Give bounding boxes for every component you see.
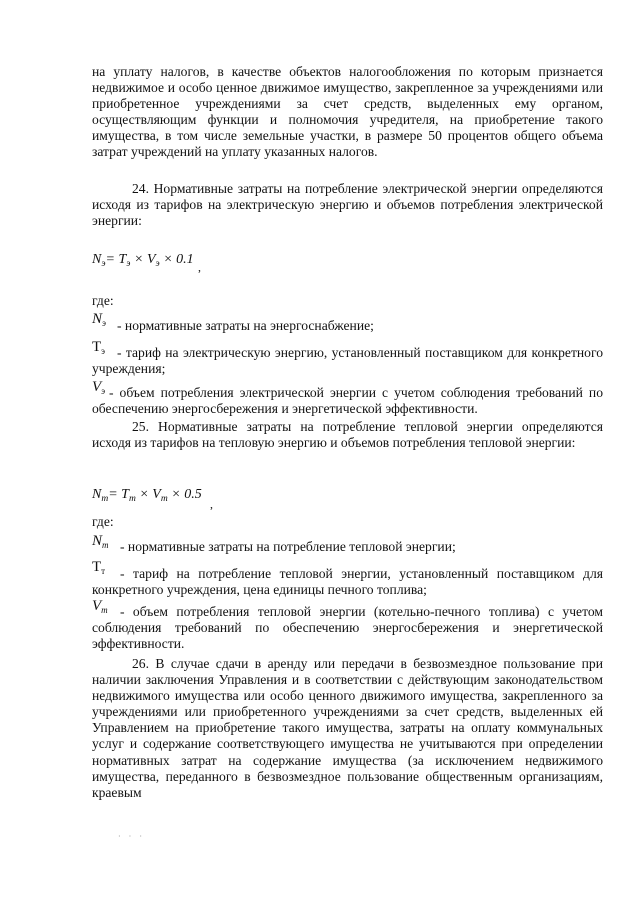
formula-volume: V — [146, 252, 156, 267]
def-text: - тариф на электрическую энергию, установленный поставщиком для конкретного учреждения; — [92, 345, 603, 377]
def-symbol: $V_э$ — [92, 379, 106, 396]
def-text: - объем потребления тепловой энергии (котельно-печного топлива) с учетом соблюдения требований по обеспечению энергосбережения и энергетической эффективности. — [92, 604, 603, 652]
def-symbol: $V_т$ — [92, 598, 108, 615]
formula-lhs: N — [92, 252, 102, 267]
where-label: где: — [92, 293, 114, 308]
item-26-paragraph: 26. В случае сдачи в аренду или передачи в безвозмездное пользование при наличии заключения Управления и в соответствии с действующим законодательством недвижимого имущества или особо ценного движимого имущества, закрепленного за учреждениями или приобретенного учреждениями за счет средств, выделенных ей Управлением на приобретение такого имущества, затраты на оплату коммунальных услуг и содержание соответствующего имущества не учитываются при определении нормативных затрат на содержание имущества (за исключением недвижимого имущества, переданного в безвозмездное пользование общественным организациям, краевым — [92, 656, 603, 800]
formula-volume: V — [152, 487, 161, 502]
formula-coef: 0.5 — [184, 487, 202, 502]
def-text: - нормативные затраты на энергоснабжение; — [117, 318, 374, 333]
formula-op: × — [134, 252, 144, 267]
item-25-paragraph: 25. Нормативные затраты на потребление тепловой энергии определяются исходя из тарифов на тепловую энергию и объемов потребления тепловой энергии: — [92, 419, 603, 451]
def-symbol: $N_т$ — [92, 533, 109, 550]
formula-volume-sub: э — [155, 259, 160, 269]
where-label: где: — [92, 514, 114, 529]
formula-tariff-sub: т — [128, 494, 136, 504]
def-text: - тариф на потребление тепловой энергии, установленный поставщиком для конкретного учреждения, цена единицы печного топлива; — [92, 566, 603, 598]
formula-lhs-sub: т — [101, 494, 109, 504]
formula-comma: , — [210, 497, 213, 511]
formula-tariff-sub: э — [126, 259, 131, 269]
formula-op: × — [163, 252, 173, 267]
intro-paragraph: на уплату налогов, в качестве объектов налогообложения по которым признается недвижимое и особо ценное движимое имущество, закрепленное за учреждениями или приобретенное учреждениями за счет средств, выделенных ему органом, осуществляющим функции и полномочия учредителя, на приобретение такого имущества, в том числе земельные участки, в размере 50 процентов общего объема затрат учреждений на уплату указанных налогов. — [92, 64, 603, 160]
formula-op: × — [139, 487, 149, 502]
formula-comma: , — [198, 260, 201, 274]
formula-tariff: T — [121, 487, 129, 502]
def-symbol: $Т_э$ — [92, 339, 106, 356]
scan-mark: · · · — [118, 832, 145, 841]
item-24-paragraph: 24. Нормативные затраты на потребление электрической энергии определяются исходя из тарифов на электрическую энергию и объемов потребления электрической энергии: — [92, 181, 603, 229]
formula-tariff: T — [118, 252, 127, 267]
formula-lhs: N — [92, 487, 102, 502]
formula-op: × — [171, 487, 181, 502]
def-symbol: $N_э$ — [92, 311, 106, 328]
formula-electric: $N_э= T_э \times V_э \times 0.1$ — [92, 252, 194, 269]
def-symbol: $Т_т$ — [92, 559, 106, 576]
formula-coef: 0.1 — [176, 252, 194, 267]
def-text: - объем потребления электрической энергии с учетом соблюдения требований по обеспечению энергосбережения и энергетической эффективности. — [92, 385, 603, 417]
formula-lhs-sub: э — [101, 259, 106, 269]
formula-heat: $N_т= T_т \times V_т \times 0.5$ — [92, 487, 202, 504]
formula-volume-sub: т — [160, 494, 168, 504]
def-text: - нормативные затраты на потребление тепловой энергии; — [120, 539, 456, 554]
